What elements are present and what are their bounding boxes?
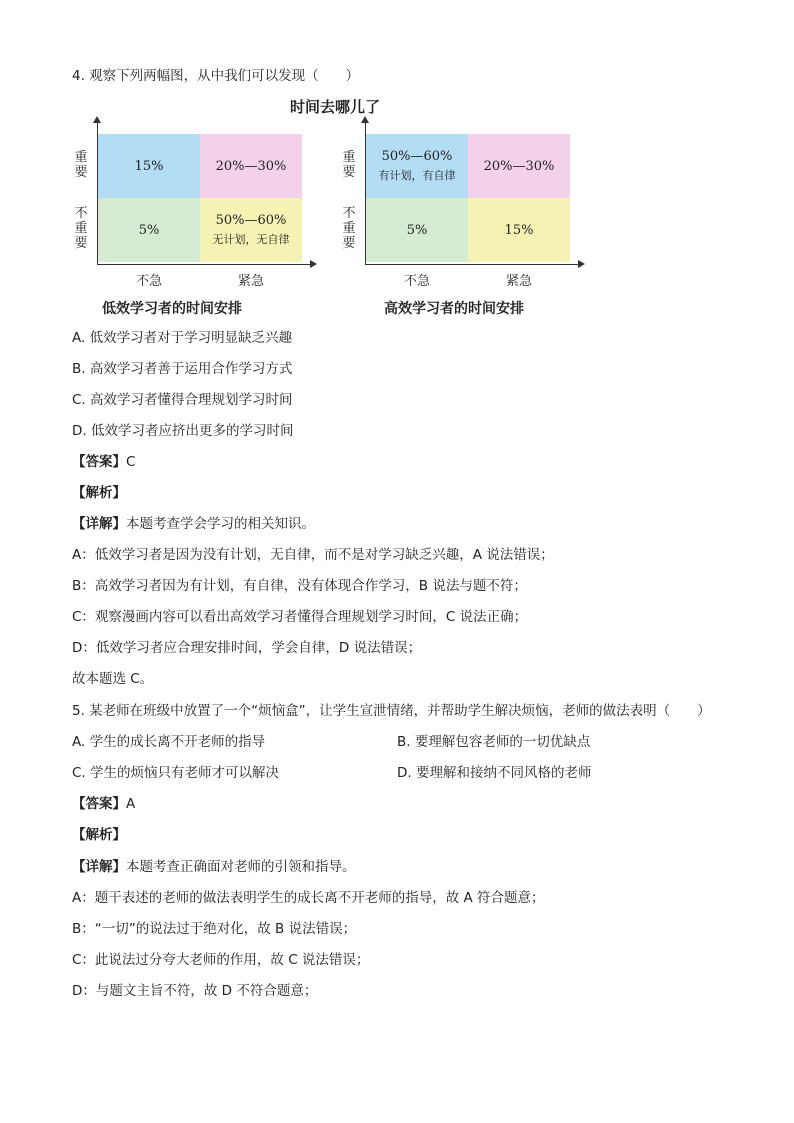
- q5-explain-b: B：“一切”的说法过于绝对化，故 B 说法错误；: [72, 921, 357, 937]
- q4-explain-c: C：观察漫画内容可以看出高效学习者懂得合理规划学习时间，C 说法正确；: [72, 609, 528, 625]
- time-allocation-figure: [72, 92, 592, 322]
- q5-detail: 【详解】本题考查正确面对老师的引领和指导。: [72, 859, 356, 875]
- x-label-urgent: 紧急: [237, 274, 264, 289]
- q5-option-a: A. 学生的成长离不开老师的指导: [72, 734, 266, 750]
- cell-important-not-urgent: 15%: [98, 134, 200, 198]
- figure-title: 时间去哪儿了: [290, 98, 381, 116]
- low-efficiency-chart: [72, 120, 322, 320]
- q5-explain-c: C：此说法过分夸大老师的作用，故 C 说法错误；: [72, 952, 370, 968]
- high-efficiency-chart: [340, 120, 590, 320]
- q4-explain-a: A：低效学习者是因为没有计划，无自律，而不是对学习缺乏兴趣，A 说法错误；: [72, 547, 554, 563]
- x-label-not-urgent: 不急: [403, 274, 430, 289]
- q4-answer: 【答案】C: [72, 454, 136, 470]
- q4-analysis-label: 【解析】: [72, 485, 126, 501]
- x-axis: [365, 264, 579, 265]
- y-label-not-important: 不重要: [74, 206, 88, 251]
- q4-option-c: C. 高效学习者懂得合理规划学习时间: [72, 392, 293, 408]
- cell-not-important-not-urgent: 5%: [98, 198, 200, 262]
- q4-option-b: B. 高效学习者善于运用合作学习方式: [72, 361, 293, 377]
- y-label-important: 重要: [74, 150, 88, 180]
- cell-important-urgent: 20%—30%: [200, 134, 302, 198]
- x-axis: [97, 264, 311, 265]
- q5-option-c: C. 学生的烦恼只有老师才可以解决: [72, 765, 280, 781]
- y-label-not-important: 不重要: [342, 206, 356, 251]
- q4-conclusion: 故本题选 C。: [72, 671, 154, 687]
- q4-explain-b: B：高效学习者因为有计划，有自律，没有体现合作学习，B 说法与题不符；: [72, 578, 527, 594]
- y-label-important: 重要: [342, 150, 356, 180]
- cell-important-not-urgent: 50%—60% 有计划，有自律: [366, 134, 468, 198]
- cell-important-urgent: 20%—30%: [468, 134, 570, 198]
- q4-stem: 4. 观察下列两幅图，从中我们可以发现（ ）: [72, 68, 360, 84]
- q5-analysis-label: 【解析】: [72, 827, 126, 843]
- q5-explain-a: A：题干表述的老师的做法表明学生的成长离不开老师的指导，故 A 符合题意；: [72, 890, 545, 906]
- q4-option-d: D. 低效学习者应挤出更多的学习时间: [72, 423, 294, 439]
- q4-option-a: A. 低效学习者对于学习明显缺乏兴趣: [72, 330, 293, 346]
- cell-not-important-urgent: 15%: [468, 198, 570, 262]
- right-caption: 高效学习者的时间安排: [384, 301, 524, 317]
- q4-explain-d: D：低效学习者应合理安排时间，学会自律，D 说法错误；: [72, 640, 422, 656]
- x-label-urgent: 紧急: [505, 274, 532, 289]
- cell-not-important-not-urgent: 5%: [366, 198, 468, 262]
- x-label-not-urgent: 不急: [135, 274, 162, 289]
- cell-not-important-urgent: 50%—60% 无计划，无自律: [200, 198, 302, 262]
- q5-explain-d: D：与题文主旨不符，故 D 不符合题意；: [72, 983, 318, 999]
- q5-answer: 【答案】A: [72, 796, 136, 812]
- q5-option-b: B. 要理解包容老师的一切优缺点: [397, 734, 591, 750]
- left-caption: 低效学习者的时间安排: [102, 301, 242, 317]
- q4-detail: 【详解】本题考查学会学习的相关知识。: [72, 516, 315, 532]
- q5-option-d: D. 要理解和接纳不同风格的老师: [397, 765, 592, 781]
- q5-stem: 5. 某老师在班级中放置了一个“烦恼盒”，让学生宣泄情绪，并帮助学生解决烦恼，老师的做法表明（ ）: [72, 703, 711, 719]
